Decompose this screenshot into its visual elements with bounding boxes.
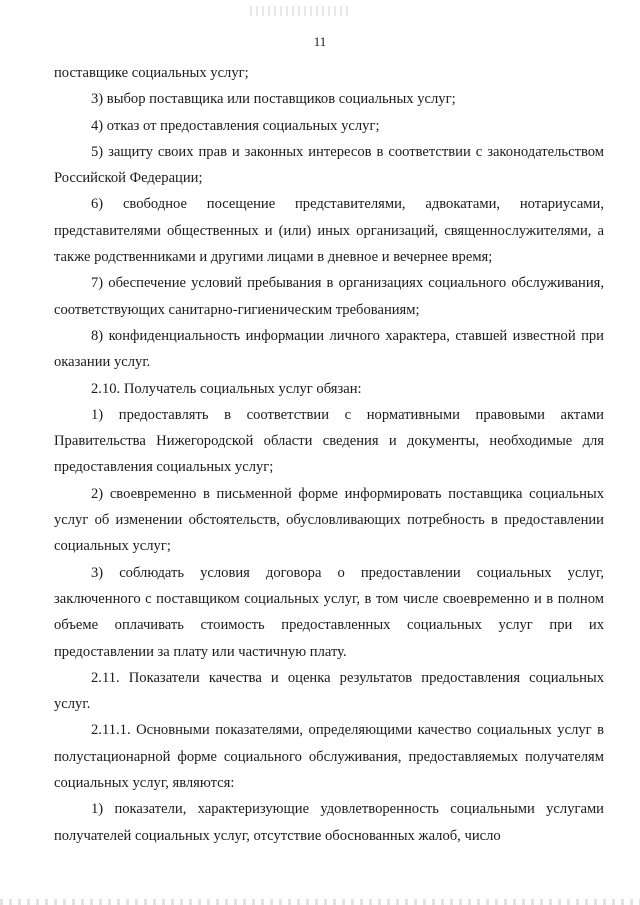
page-number: 11	[313, 34, 327, 49]
paragraph: 8) конфиденциальность информации личного характера, ставшей известной при оказании услуг.	[54, 327, 604, 371]
scan-artifact	[250, 6, 350, 16]
scan-artifact	[0, 899, 640, 905]
paragraph: 3) соблюдать условия договора о предоставлении социальных услуг, заключенного с поставщиком социальных услуг, в том числе своевременно и в полном объеме оплачивать стоимость предоставленных социальных услуг при их предоставлении за плату или частичную плату.	[54, 564, 604, 660]
document-body	[54, 60, 604, 849]
paragraph: 7) обеспечение условий пребывания в организациях социального обслуживания, соответствующих санитарно-гигиеническим требованиям;	[54, 275, 604, 318]
paragraph: 6) свободное посещение представителями, адвокатами, нотариусами, представителями общественных и (или) иных организаций, священнослужителями, а также родственниками и другими лицами в дневное и вечернее время;	[54, 196, 604, 266]
paragraph: 2) своевременно в письменной форме информировать поставщика социальных услуг об изменении обстоятельств, обусловливающих потребность в предоставлении социальных услуг;	[54, 485, 604, 555]
paragraph: поставщике социальных услуг;	[54, 65, 249, 81]
paragraph: 1) предоставлять в соответствии с нормативными правовыми актами Правительства Нижегородской области сведения и документы, необходимые для предоставления социальных услуг;	[54, 406, 604, 476]
paragraph: 3) выбор поставщика или поставщиков социальных услуг;	[91, 91, 456, 108]
section-heading: 2.11. Показатели качества и оценка результатов предоставления социальных услуг.	[54, 669, 604, 713]
paragraph: 2.11.1. Основными показателями, определяющими качество социальных услуг в полустационарной форме социального обслуживания, предоставляемых получателям социальных услуг, являются:	[54, 722, 604, 792]
paragraph: 4) отказ от предоставления социальных услуг;	[91, 117, 380, 134]
section-heading: 2.10. Получатель социальных услуг обязан:	[91, 380, 362, 397]
paragraph: 1) показатели, характеризующие удовлетворенность социальными услугами получателей социальных услуг, отсутствие обоснованных жалоб, число	[54, 801, 604, 844]
paragraph: 5) защиту своих прав и законных интересов в соответствии с законодательством Российской Федерации;	[54, 143, 604, 187]
